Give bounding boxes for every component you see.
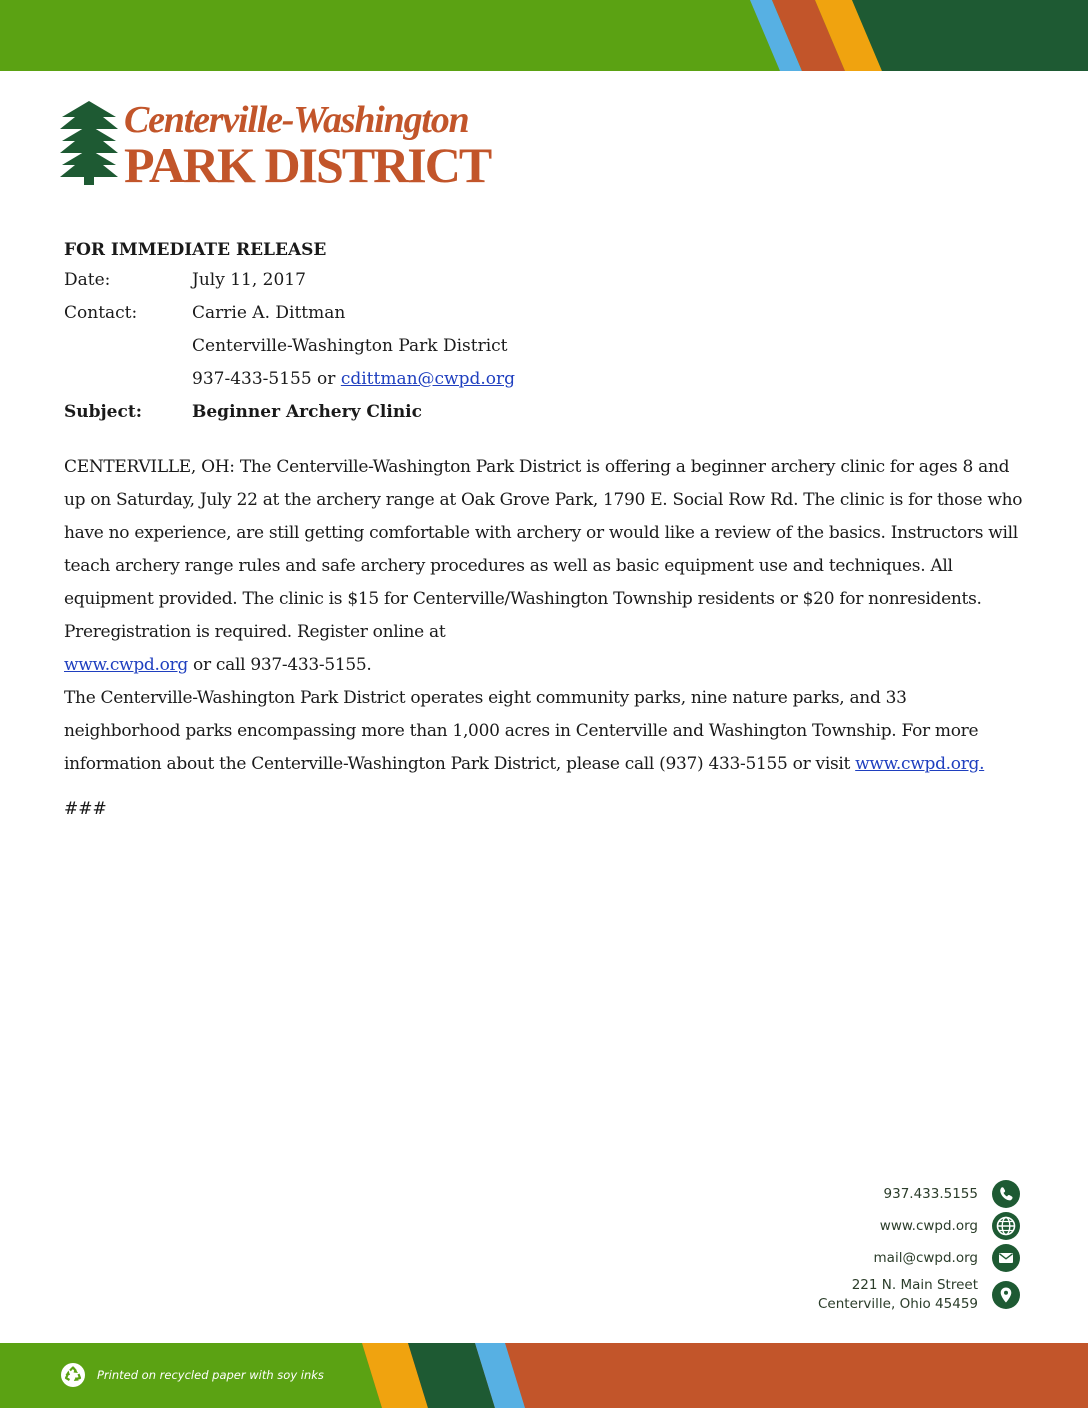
header-color-band — [0, 0, 1088, 71]
footer-note — [60, 1362, 324, 1388]
contact-name: Carrie A. Dittman — [192, 303, 346, 323]
phone-icon — [992, 1180, 1020, 1208]
contact-phone: 937-433-5155 or — [192, 369, 336, 389]
recycle-icon — [60, 1362, 86, 1388]
contact-block — [818, 1178, 1020, 1316]
date-value: July 11, 2017 — [192, 270, 306, 290]
contact-phone-item — [818, 1178, 1020, 1210]
contact-phone-email — [192, 369, 515, 389]
paragraph-1-text: CENTERVILLE, OH: The Centerville-Washington Park District is offering a beginner archery clinic for ages 8 and up on Saturday, July 22 at the archery range at Oak Grove Park, 1790 E. Social Row Rd. The clinic is for those who have no experience, are still getting comfortable with archery or would like a review of the basics. Instructors will teach archery range rules and safe archery procedures as well as basic equipment use and techniques. All equipment provided. The clinic is $15 for Centerville/Washington Township residents or $20 for nonresidents. Preregistration is required. Register online at — [64, 457, 1023, 642]
end-mark: ### — [64, 799, 107, 819]
paragraph-1-tail: or call 937-433-5155. — [193, 655, 372, 675]
website-link-2[interactable]: www.cwpd.org. — [855, 754, 985, 774]
body-paragraph-2 — [64, 682, 1024, 781]
footer-address — [818, 1276, 978, 1314]
footer-website: www.cwpd.org — [879, 1217, 978, 1234]
contact-web-item — [818, 1210, 1020, 1242]
contact-email-link[interactable]: cdittman@cwpd.org — [340, 369, 516, 389]
address-line-2: Centerville, Ohio 45459 — [818, 1296, 978, 1312]
footer-phone: 937.433.5155 — [883, 1185, 978, 1202]
footer-note-text: Printed on recycled paper with soy inks — [97, 1368, 324, 1382]
contact-label: Contact: — [64, 303, 138, 323]
paragraph-2-text: The Centerville-Washington Park District operates eight community parks, nine nature parks, and 33 neighborhood parks encompassing more than 1,000 acres in Centerville and Washington Township. For more information about the Centerville-Washington Park District, please call (937) 433-5155 or visit — [64, 688, 979, 774]
contact-org: Centerville-Washington Park District — [192, 336, 508, 356]
subject-value: Beginner Archery Clinic — [192, 402, 422, 422]
subject-label: Subject: — [64, 402, 142, 422]
footer-email: mail@cwpd.org — [873, 1249, 978, 1266]
park-district-logo — [58, 98, 528, 193]
date-label: Date: — [64, 270, 111, 290]
globe-icon — [992, 1212, 1020, 1240]
mail-icon — [992, 1244, 1020, 1272]
contact-mail-item — [818, 1242, 1020, 1274]
logo-line-2: PARK DISTRICT — [124, 137, 491, 193]
contact-address-item — [818, 1274, 1020, 1316]
body-paragraph-1 — [64, 451, 1024, 682]
tree-icon — [58, 101, 120, 185]
address-line-1: 221 N. Main Street — [851, 1277, 978, 1293]
website-link[interactable]: www.cwpd.org — [64, 655, 188, 675]
logo-line-1: Centerville-Washington — [124, 99, 469, 141]
location-pin-icon — [992, 1281, 1020, 1309]
release-heading: FOR IMMEDIATE RELEASE — [64, 240, 327, 260]
